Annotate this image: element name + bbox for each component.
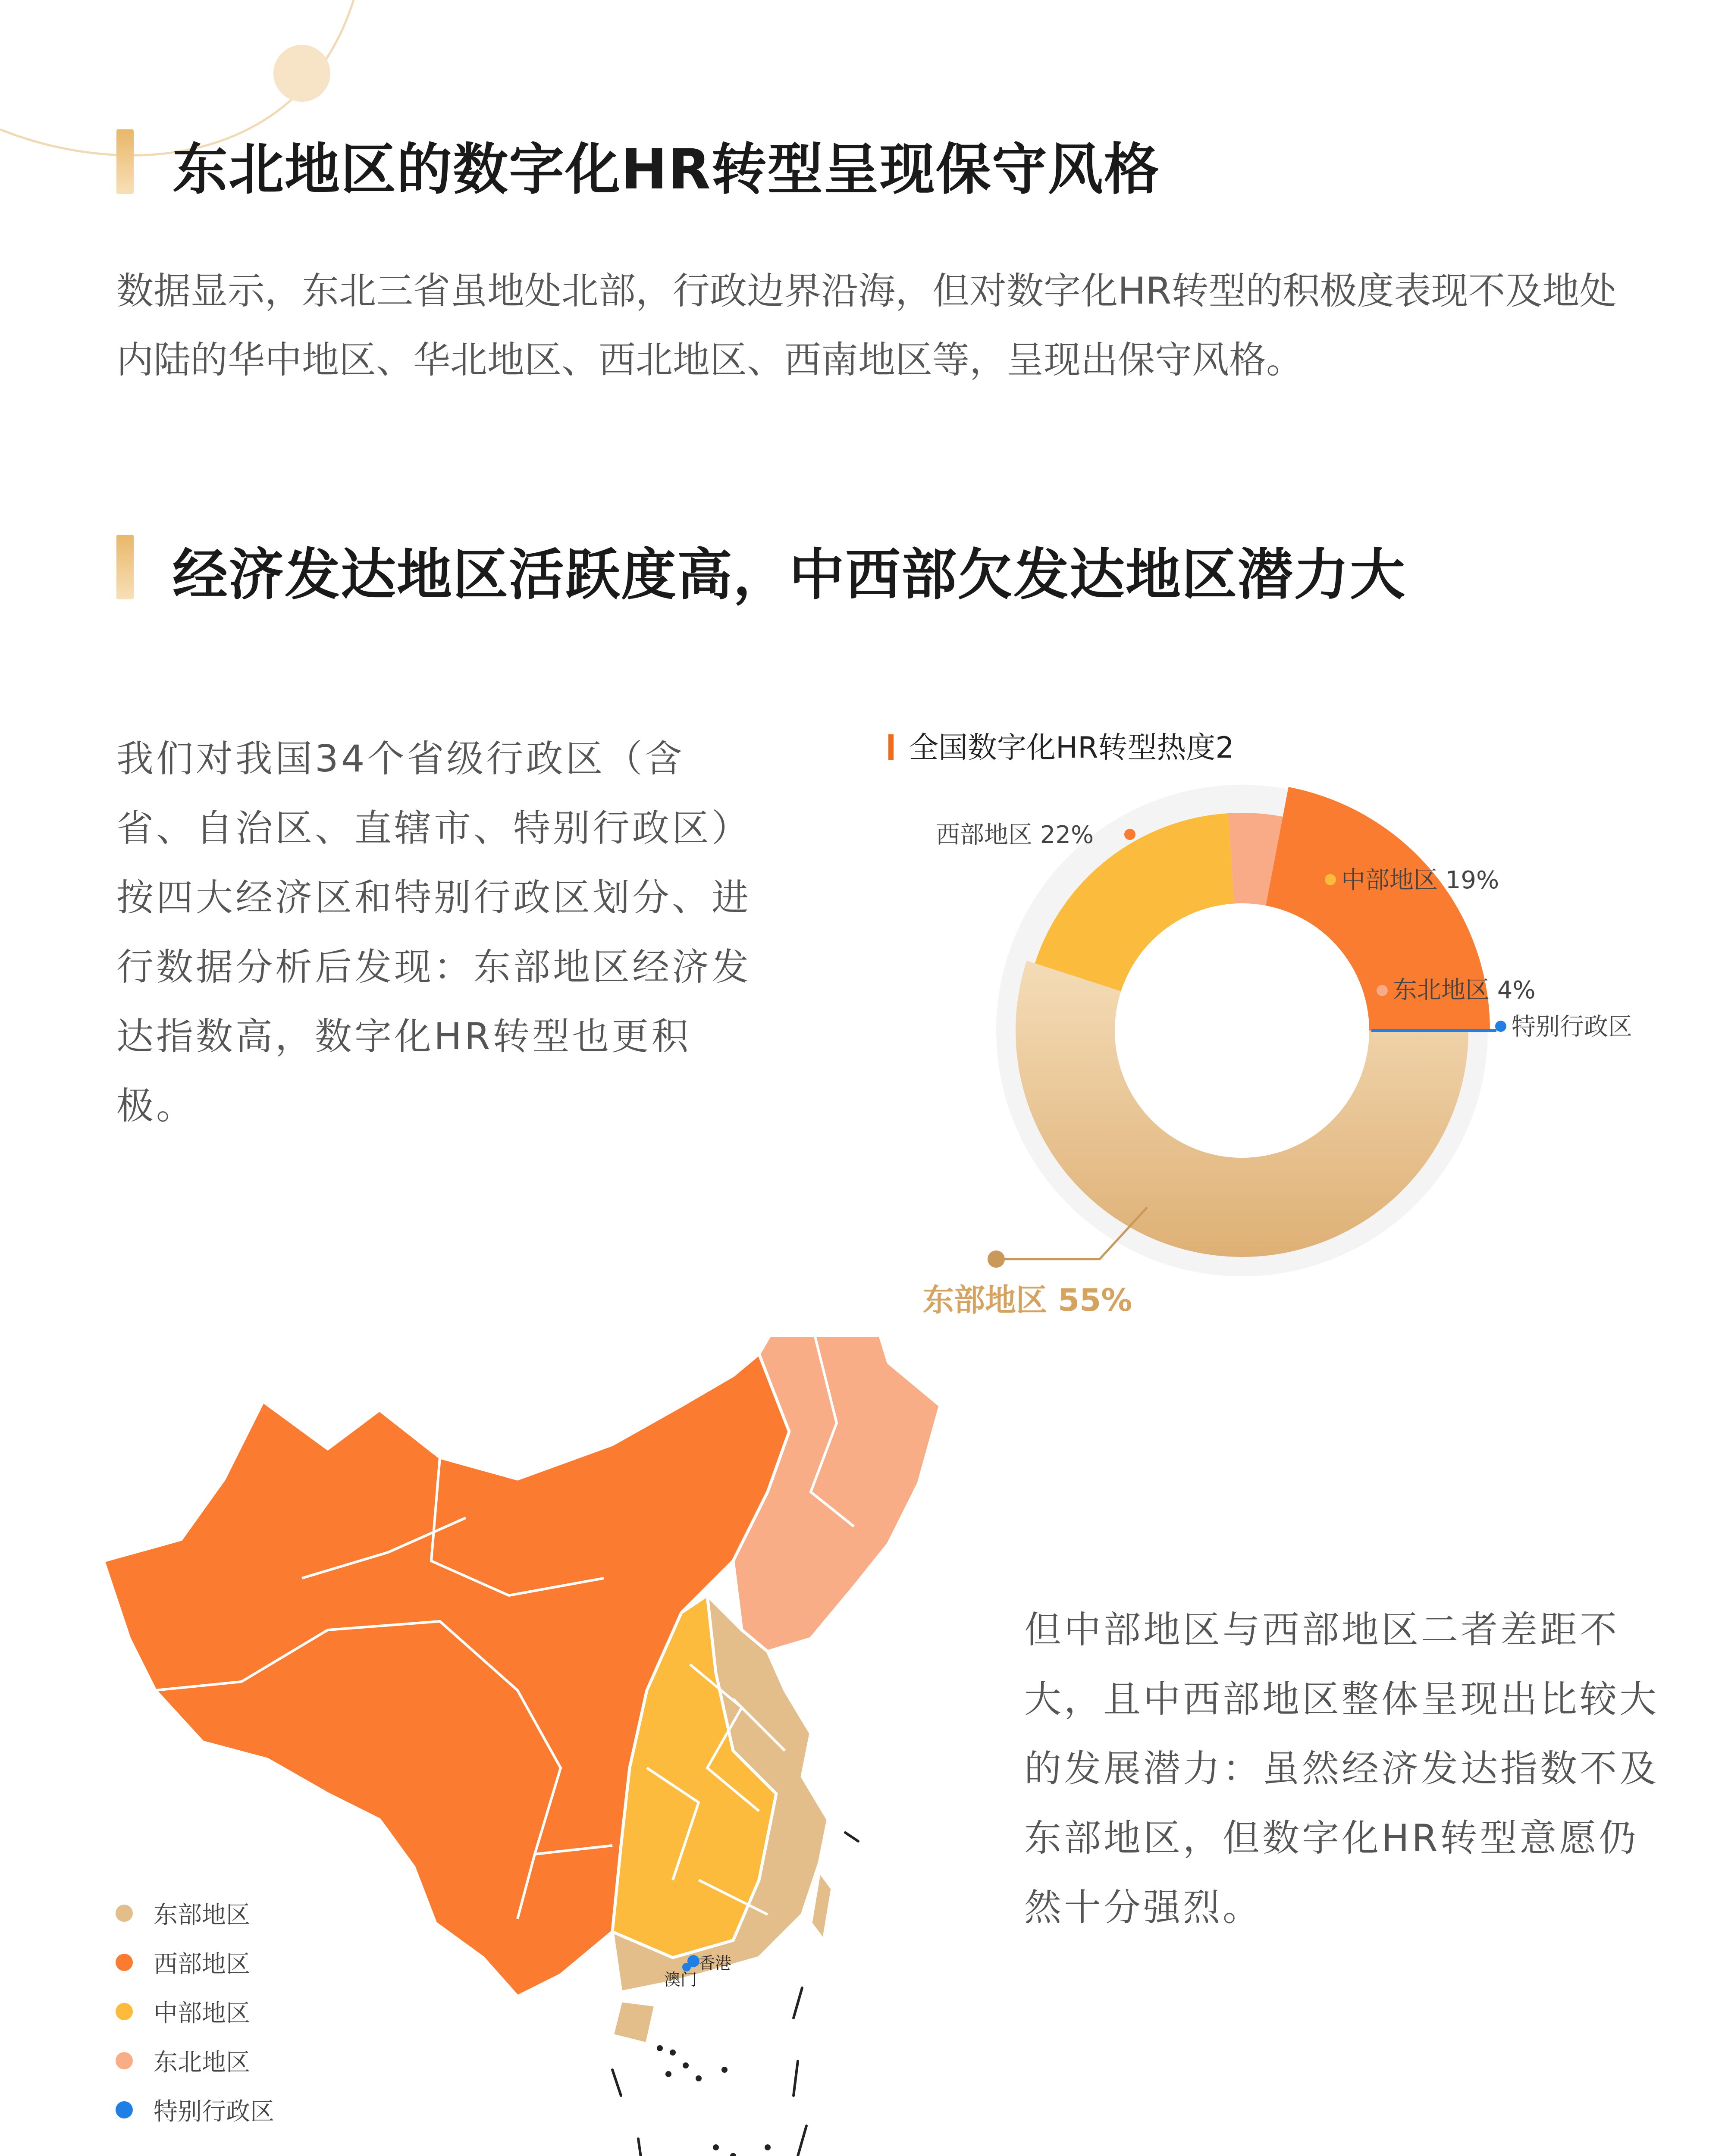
legend-item-west: 西部地区 <box>116 1938 274 1987</box>
donut-label-east: 东部地区 55% <box>923 1282 1132 1318</box>
section-title-regions: 经济发达地区活跃度高，中西部欠发达地区潜力大 <box>172 543 1406 607</box>
legend-item-northeast: 东北地区 <box>116 2036 274 2085</box>
donut-label-dot-sar <box>1495 1021 1506 1032</box>
legend-dot <box>116 1954 133 1971</box>
legend-dot <box>116 2003 133 2020</box>
section-body-regions: 我们对我国34个省级行政区（含省、自治区、直辖市、特别行政区）按四大经济区和特别行政区划分、进行数据分析后发现：东部地区经济发达指数高，数字化HR转型也更积极。 <box>116 737 751 1128</box>
section-body-northeast: 数据显示，东北三省虽地处北部，行政边界沿海，但对数字化HR转型的积极度表现不及地处内陆的华中地区、华北地区、西北地区、西南地区等，呈现出保守风格。 <box>116 270 1617 382</box>
legend-dot <box>116 2101 133 2118</box>
legend-dot <box>116 1905 133 1922</box>
legend-dot <box>116 2052 133 2069</box>
legend-item-east: 东部地区 <box>116 1889 274 1938</box>
donut-label-northeast: 东北地区 4% <box>1393 976 1536 1004</box>
donut-label-west: 西部地区 22% <box>936 821 1094 849</box>
donut-label-sar: 特别行政区 <box>1512 1013 1632 1041</box>
donut-label-dot-central <box>1325 874 1336 885</box>
donut-hole <box>1115 903 1369 1158</box>
map-label-macau: 澳门 <box>664 1970 697 1989</box>
legend-item-sar: 特别行政区 <box>116 2085 274 2134</box>
donut-label-dot-west <box>1124 829 1135 840</box>
map-label-hongkong: 香港 <box>699 1954 732 1973</box>
chart-title: 全国数字化HR转型热度2 <box>888 724 1234 766</box>
map-hainan <box>612 2001 656 2044</box>
section-title-northeast: 东北地区的数字化HR转型呈现保守风格 <box>172 138 1160 202</box>
legend-item-central: 中部地区 <box>116 1987 274 2036</box>
donut-label-dot-northeast <box>1377 985 1388 996</box>
section-body-potential: 但中部地区与西部地区二者差距不大，且中西部地区整体呈现出比较大的发展潜力：虽然经济发达指数不及东部地区，但数字化HR转型意愿仍然十分强烈。 <box>1024 1608 1659 1929</box>
donut-label-central: 中部地区 19% <box>1341 866 1499 894</box>
map-legend <box>116 1889 274 2134</box>
